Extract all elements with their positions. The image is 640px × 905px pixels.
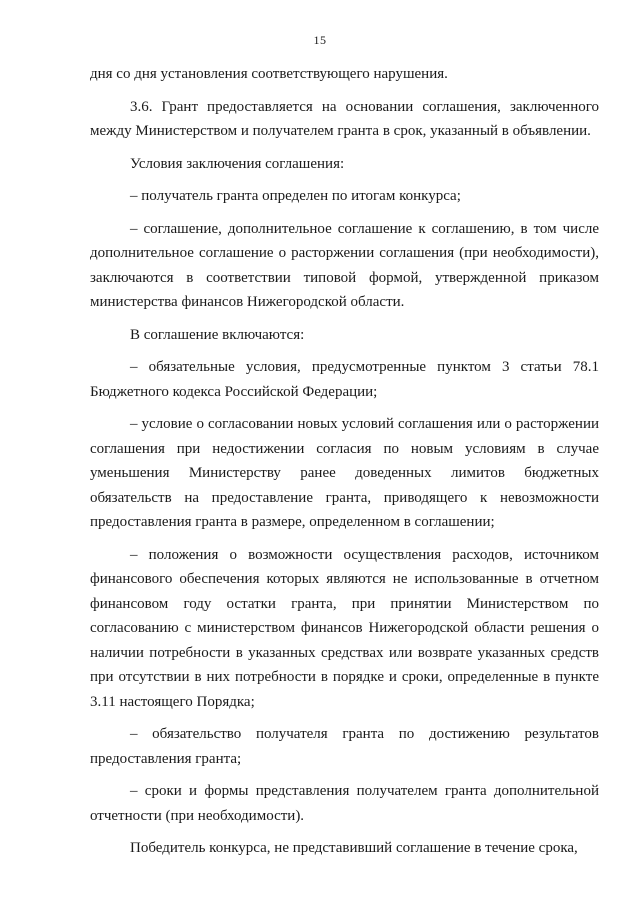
document-body — [90, 62, 599, 861]
paragraph-continuation: дня со дня установления соответствующего нарушения. — [90, 66, 448, 82]
paragraph-included-1: – обязательные условия, предусмотренные пунктом 3 статьи 78.1 Бюджетного кодекса Российской Федерации; — [90, 359, 599, 400]
paragraph-included-4: – обязательство получателя гранта по достижению результатов предоставления гранта; — [90, 726, 599, 767]
paragraph-3-6: 3.6. Грант предоставляется на основании соглашения, заключенного между Министерством и получателем гранта в срок, указанный в объявлении. — [90, 98, 599, 139]
paragraph-included-heading: В соглашение включаются: — [130, 326, 305, 343]
paragraph-included-2: – условие о согласовании новых условий соглашения или о расторжении соглашения при недостижении согласия по новым условиям в случае уменьшения Министерству ранее доведенных лимитов бюджетных обязательств на предоставление гранта, приводящего к невозможности предоставления гранта в размере, определенном в соглашении; — [90, 416, 599, 530]
paragraph-included-3: – положения о возможности осуществления расходов, источником финансового обеспечения которых являются не использованные в отчетном финансовом году остатки гранта, при принятии Министерством по согласованию с министерством финансов Нижегородской области решения о наличии потребности в указанных средствах или возврате указанных средств при отсутствии в них потребности в порядке и сроки, определенные в пункте 3.11 настоящего Порядка; — [90, 546, 599, 710]
paragraph-condition-2: – соглашение, дополнительное соглашение к соглашению, в том числе дополнительное соглашение о расторжении соглашения (при необходимости), заключаются в соответствии типовой формой, утвержденной приказом министерства финансов Нижегородской области. — [90, 220, 599, 310]
paragraph-conditions-heading: Условия заключения соглашения: — [130, 155, 345, 172]
paragraph-included-5: – сроки и формы представления получателем гранта дополнительной отчетности (при необходимости). — [90, 783, 599, 824]
paragraph-condition-1: – получатель гранта определен по итогам конкурса; — [130, 188, 461, 204]
page-number: 15 — [313, 33, 327, 47]
paragraph-winner: Победитель конкурса, не представивший соглашение в течение срока, — [130, 840, 578, 856]
